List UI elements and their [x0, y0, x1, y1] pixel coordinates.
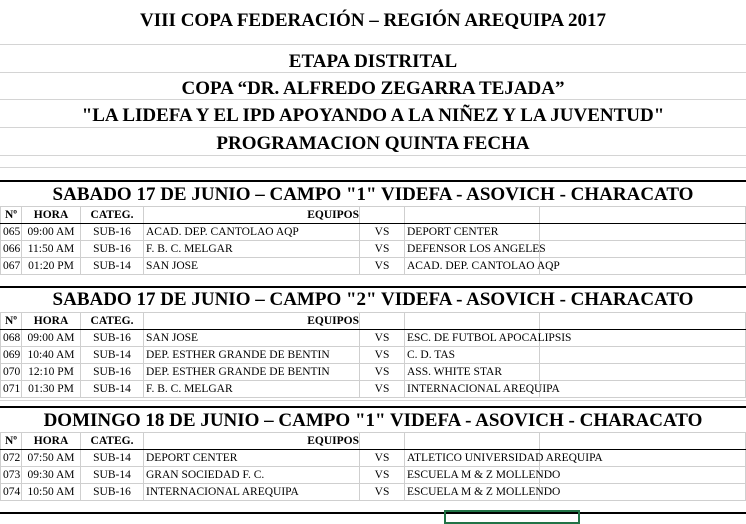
- match-category: SUB-14: [81, 347, 144, 364]
- grid-line: [0, 72, 746, 73]
- header-spacer: [360, 207, 405, 224]
- match-category: SUB-14: [81, 258, 144, 275]
- home-team: SAN JOSE: [144, 330, 360, 347]
- program-title: PROGRAMACION QUINTA FECHA: [216, 133, 530, 154]
- table-row[interactable]: [1, 347, 746, 364]
- table-row[interactable]: [1, 484, 746, 501]
- away-team: ACAD. DEP. CANTOLAO AQP: [405, 258, 540, 275]
- header-spacer: [405, 433, 540, 450]
- away-team: ATLETICO UNIVERSIDAD AREQUIPA: [405, 450, 540, 467]
- match-time: 09:00 AM: [22, 330, 81, 347]
- col-num-header: Nº: [1, 313, 22, 330]
- table-row[interactable]: [1, 224, 746, 241]
- vs-label: VS: [360, 258, 405, 275]
- header-spacer: [540, 433, 746, 450]
- empty-cell: [540, 224, 746, 241]
- empty-cell: [540, 381, 746, 398]
- section-title: SABADO 17 DE JUNIO – CAMPO "2" VIDEFA - ASOVICH - CHARACATO: [52, 289, 694, 310]
- col-hora-header: HORA: [22, 433, 81, 450]
- match-category: SUB-16: [81, 241, 144, 258]
- away-team: ESCUELA M & Z MOLLENDO: [405, 467, 540, 484]
- away-team: DEPORT CENTER: [405, 224, 540, 241]
- match-number: 067: [1, 258, 22, 275]
- away-team: DEFENSOR LOS ANGELES: [405, 241, 540, 258]
- empty-cell: [540, 241, 746, 258]
- grid-line: [0, 400, 746, 401]
- main-title: VIII COPA FEDERACIÓN – REGIÓN AREQUIPA 2017: [140, 10, 606, 31]
- col-equipos-header: EQUIPOS: [144, 313, 360, 330]
- away-team: C. D. TAS: [405, 347, 540, 364]
- section-divider: [0, 286, 746, 288]
- home-team: GRAN SOCIEDAD F. C.: [144, 467, 360, 484]
- col-num-header: Nº: [1, 433, 22, 450]
- home-team: DEPORT CENTER: [144, 450, 360, 467]
- col-num-header: Nº: [1, 207, 22, 224]
- section-divider: [0, 180, 746, 182]
- match-number: 066: [1, 241, 22, 258]
- match-number: 072: [1, 450, 22, 467]
- grid-line: [0, 167, 746, 168]
- header-spacer: [540, 313, 746, 330]
- grid-line: [0, 99, 746, 100]
- match-number: 065: [1, 224, 22, 241]
- header-spacer: [540, 207, 746, 224]
- empty-cell: [540, 484, 746, 501]
- away-team: ESC. DE FUTBOL APOCALIPSIS: [405, 330, 540, 347]
- schedule-table: [0, 432, 746, 501]
- header-spacer: [360, 313, 405, 330]
- schedule-table: [0, 312, 746, 398]
- home-team: DEP. ESTHER GRANDE DE BENTIN: [144, 347, 360, 364]
- col-categ-header: CATEG.: [81, 313, 144, 330]
- vs-label: VS: [360, 347, 405, 364]
- match-number: 070: [1, 364, 22, 381]
- home-team: SAN JOSE: [144, 258, 360, 275]
- vs-label: VS: [360, 484, 405, 501]
- header-spacer: [360, 433, 405, 450]
- away-team: ASS. WHITE STAR: [405, 364, 540, 381]
- section-divider: [0, 406, 746, 408]
- table-row[interactable]: [1, 450, 746, 467]
- vs-label: VS: [360, 381, 405, 398]
- match-category: SUB-14: [81, 381, 144, 398]
- col-hora-header: HORA: [22, 313, 81, 330]
- match-category: SUB-14: [81, 467, 144, 484]
- vs-label: VS: [360, 330, 405, 347]
- away-team: ESCUELA M & Z MOLLENDO: [405, 484, 540, 501]
- grid-line: [0, 127, 746, 128]
- match-number: 073: [1, 467, 22, 484]
- match-number: 068: [1, 330, 22, 347]
- vs-label: VS: [360, 450, 405, 467]
- match-number: 071: [1, 381, 22, 398]
- vs-label: VS: [360, 241, 405, 258]
- empty-cell: [540, 347, 746, 364]
- match-number: 074: [1, 484, 22, 501]
- header-row: [1, 433, 746, 450]
- empty-cell: [540, 467, 746, 484]
- col-categ-header: CATEG.: [81, 207, 144, 224]
- vs-label: VS: [360, 467, 405, 484]
- header-row: [1, 313, 746, 330]
- table-row[interactable]: [1, 364, 746, 381]
- table-row[interactable]: [1, 241, 746, 258]
- match-time: 01:30 PM: [22, 381, 81, 398]
- match-category: SUB-16: [81, 330, 144, 347]
- match-time: 09:30 AM: [22, 467, 81, 484]
- match-category: SUB-16: [81, 224, 144, 241]
- home-team: ACAD. DEP. CANTOLAO AQP: [144, 224, 360, 241]
- home-team: F. B. C. MELGAR: [144, 241, 360, 258]
- home-team: DEP. ESTHER GRANDE DE BENTIN: [144, 364, 360, 381]
- away-team: INTERNACIONAL AREQUIPA: [405, 381, 540, 398]
- match-time: 11:50 AM: [22, 241, 81, 258]
- home-team: F. B. C. MELGAR: [144, 381, 360, 398]
- header-spacer: [405, 313, 540, 330]
- slogan-title: "LA LIDEFA Y EL IPD APOYANDO A LA NIÑEZ Y LA JUVENTUD": [81, 105, 665, 126]
- empty-cell: [540, 364, 746, 381]
- table-row[interactable]: [1, 467, 746, 484]
- section-divider: [0, 512, 746, 514]
- table-row[interactable]: [1, 258, 746, 275]
- col-equipos-header: EQUIPOS: [144, 433, 360, 450]
- grid-line: [0, 44, 746, 45]
- vs-label: VS: [360, 224, 405, 241]
- match-category: SUB-14: [81, 450, 144, 467]
- match-number: 069: [1, 347, 22, 364]
- col-equipos-header: EQUIPOS: [144, 207, 360, 224]
- match-time: 01:20 PM: [22, 258, 81, 275]
- match-time: 07:50 AM: [22, 450, 81, 467]
- home-team: INTERNACIONAL AREQUIPA: [144, 484, 360, 501]
- section-title: SABADO 17 DE JUNIO – CAMPO "1" VIDEFA - ASOVICH - CHARACATO: [52, 184, 694, 205]
- header-spacer: [405, 207, 540, 224]
- section-title: DOMINGO 18 DE JUNIO – CAMPO "1" VIDEFA - ASOVICH - CHARACATO: [43, 410, 703, 431]
- table-row[interactable]: [1, 330, 746, 347]
- stage-title: ETAPA DISTRITAL: [288, 51, 458, 72]
- header-row: [1, 207, 746, 224]
- grid-line: [0, 155, 746, 156]
- vs-label: VS: [360, 364, 405, 381]
- match-time: 10:50 AM: [22, 484, 81, 501]
- match-time: 09:00 AM: [22, 224, 81, 241]
- match-category: SUB-16: [81, 484, 144, 501]
- match-category: SUB-16: [81, 364, 144, 381]
- col-hora-header: HORA: [22, 207, 81, 224]
- schedule-table: [0, 206, 746, 275]
- cup-title: COPA “DR. ALFREDO ZEGARRA TEJADA”: [181, 78, 565, 99]
- col-categ-header: CATEG.: [81, 433, 144, 450]
- selected-cell[interactable]: [444, 510, 580, 524]
- match-time: 12:10 PM: [22, 364, 81, 381]
- empty-cell: [540, 258, 746, 275]
- match-time: 10:40 AM: [22, 347, 81, 364]
- table-row[interactable]: [1, 381, 746, 398]
